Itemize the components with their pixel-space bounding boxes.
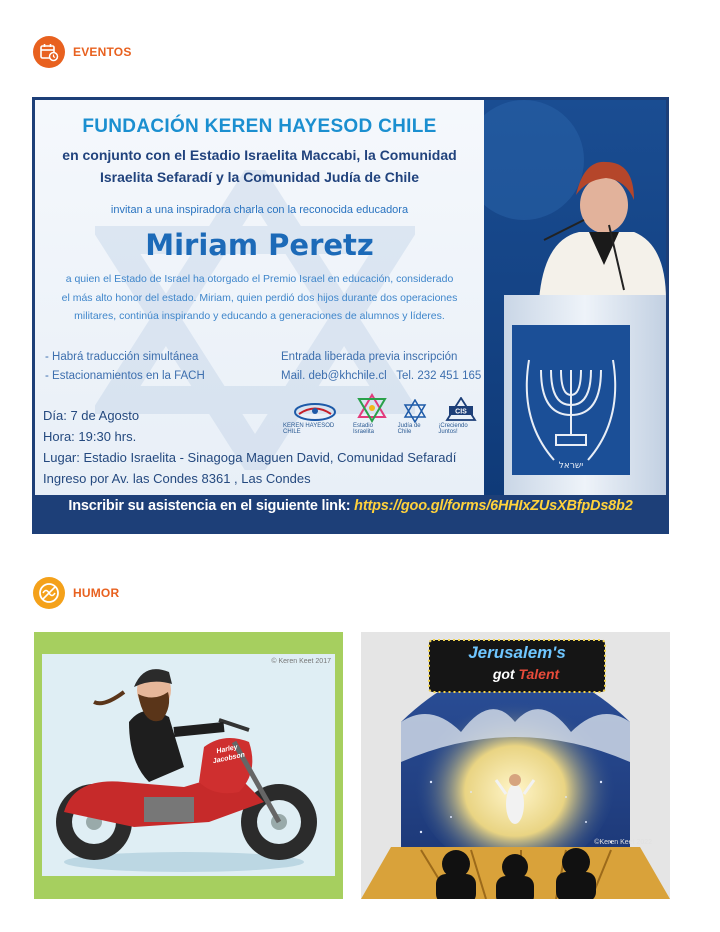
event-date: Día: 7 de Agosto [43, 408, 140, 423]
contact-mail-phone [281, 367, 481, 386]
marquee-talent: Talent [518, 666, 560, 682]
flyer-subtitle-line: Israelita Sefaradí y la Comunidad Judía de Chile [100, 169, 419, 185]
note-item: - Estacionamientos en la FACH [45, 370, 205, 382]
logo-caption: Estadio Israelita [352, 423, 374, 435]
event-details [43, 405, 456, 489]
flyer-notes [45, 348, 205, 386]
flyer-invite: invitan a una inspiradora charla con la reconocida educadora [110, 204, 409, 216]
registration-link[interactable]: https://goo.gl/forms/6HHIxZUsXBfpDs8b2 [354, 498, 633, 514]
flyer-title: FUNDACIÓN KEREN HAYESOD CHILE [82, 116, 437, 137]
registration-call-to-action [32, 498, 669, 514]
event-time: Hora: 19:30 hrs. [43, 429, 137, 444]
cartoon-credit: ©Keren Keet 2022 [594, 839, 652, 846]
event-entrance: Ingreso por Av. las Condes 8361 , Las Condes [43, 471, 311, 486]
description-line: a quien el Estado de Israel ha otorgado el Premio Israel en educación, considerado [65, 273, 454, 285]
flyer-subtitle-line: en conjunto con el Estadio Israelita Maccabi, la Comunidad [62, 147, 457, 163]
logo-caption: ¡Creciendo Juntos! [438, 423, 468, 435]
flyer-description [35, 270, 484, 326]
marquee-got: got [492, 666, 515, 682]
cartoon-credit: © Keren Keet 2017 [271, 658, 331, 665]
section-title-humor: HUMOR [73, 586, 120, 600]
event-flyer [32, 97, 669, 534]
speaker-photo [484, 100, 666, 495]
jerusalem-talent-cartoon [361, 632, 670, 899]
calendar-clock-icon [33, 36, 65, 68]
eventos-section-header [33, 36, 132, 68]
event-location: Lugar: Estadio Israelita - Sinagoga Maguen David, Comunidad Sefaradí [43, 450, 457, 465]
humor-section-header [33, 577, 119, 609]
flyer-text-panel [35, 100, 484, 495]
contact-line: Entrada liberada previa inscripción [281, 351, 458, 363]
description-line: militares, continúa inspirando y educando a generaciones de alumnos y líderes. [74, 310, 445, 322]
contact-phone: Tel. 232 451 165 [396, 370, 482, 382]
marquee-title: Jerusalem's [468, 643, 566, 662]
svg-text:ישראל: ישראל [558, 461, 584, 471]
cta-text: Inscribir su asistencia en el siguiente link: [68, 498, 355, 514]
flyer-subtitle [35, 144, 484, 188]
description-line: el más alto honor del estado. Miriam, quien perdió dos hijos durante dos operaciones [61, 291, 458, 304]
note-item: - Habrá traducción simultánea [45, 351, 199, 363]
bike-tank-text: Harley Jacobson [212, 743, 246, 766]
flyer-contact [281, 348, 481, 386]
biker-cartoon [34, 632, 343, 899]
contact-mail[interactable]: Mail. deb@khchile.cl [281, 370, 387, 382]
smiley-face-icon [33, 577, 65, 609]
logo-caption: KEREN HAYESOD CHILE [283, 423, 335, 435]
logo-caption: Judía de Chile [397, 423, 421, 435]
svg-text:CIS: CIS [455, 408, 468, 416]
marquee-subtitle [451, 665, 601, 683]
section-title-eventos: EVENTOS [73, 45, 132, 59]
speaker-name: Miriam Peretz [145, 228, 374, 262]
